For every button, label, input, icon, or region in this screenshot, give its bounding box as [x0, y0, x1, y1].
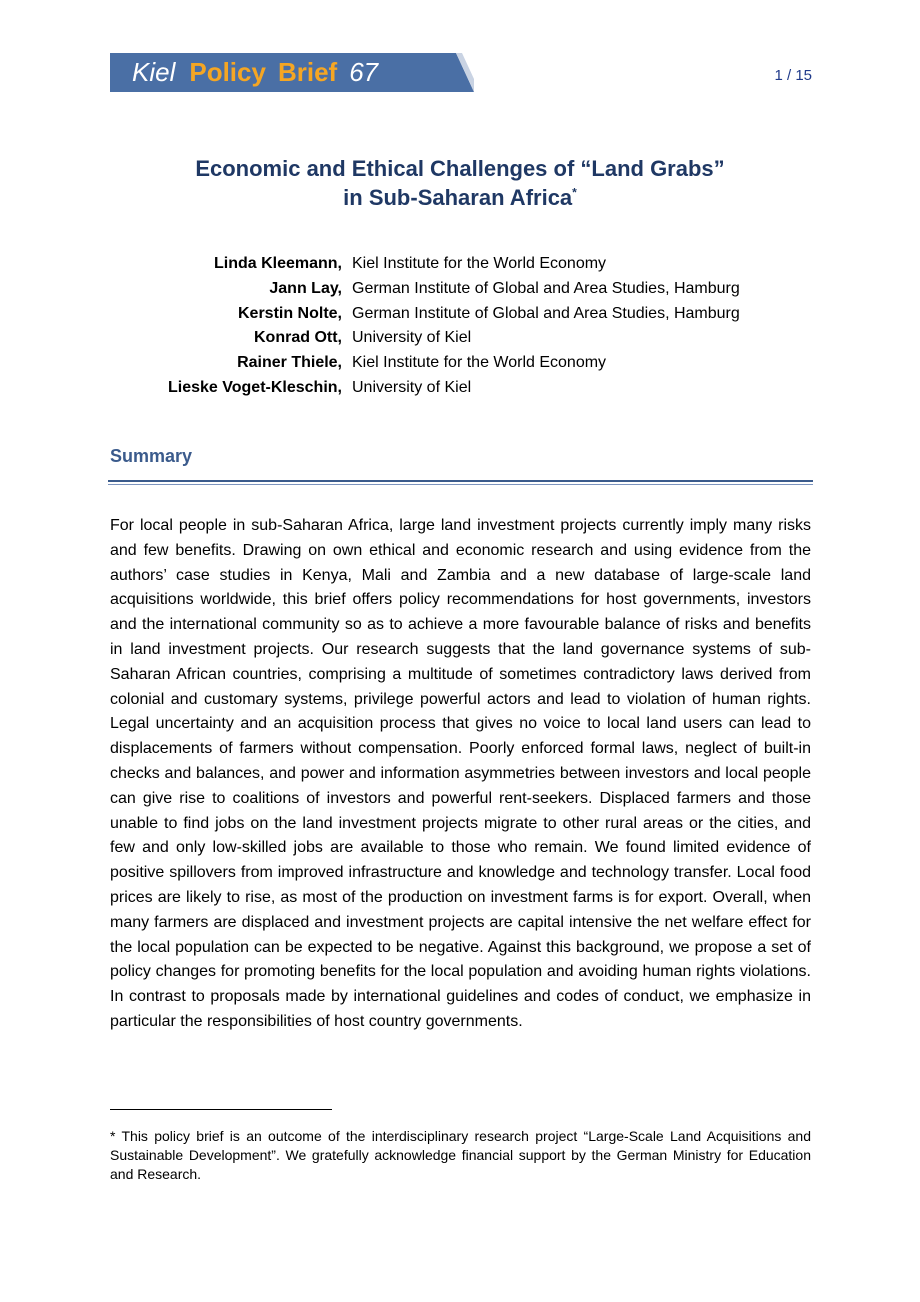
page-indicator: 1 / 15: [774, 67, 812, 84]
author-affiliation: Kiel Institute for the World Economy: [352, 354, 607, 372]
author-affiliation: University of Kiel: [352, 378, 472, 396]
brand-policy: Policy: [189, 57, 266, 87]
author-name: Konrad Ott,: [254, 329, 342, 347]
title-footnote-marker: *: [572, 185, 577, 200]
author-name: Lieske Voget-Kleschin,: [168, 378, 342, 396]
document-title: [0, 154, 920, 212]
author-row: [110, 277, 740, 302]
author-affiliation: German Institute of Global and Area Studies, Hamburg: [352, 279, 740, 297]
section-divider: [108, 480, 813, 482]
title-line-1: Economic and Ethical Challenges of “Land Grabs”: [195, 156, 725, 181]
author-name: Rainer Thiele,: [237, 354, 342, 372]
author-row: [110, 302, 740, 327]
author-row: [110, 326, 740, 351]
author-row: [110, 351, 740, 376]
footnote-separator: [110, 1109, 332, 1110]
title-line-2: [0, 183, 920, 212]
brand-brief: Brief: [277, 57, 338, 87]
author-affiliation: University of Kiel: [352, 329, 472, 347]
author-list: [110, 252, 740, 401]
issue-number: 67: [349, 57, 379, 87]
author-row: [110, 252, 740, 277]
summary-heading: Summary: [110, 446, 193, 466]
header-banner: [110, 53, 474, 92]
author-row: [110, 376, 740, 401]
author-affiliation: German Institute of Global and Area Studies, Hamburg: [352, 304, 740, 322]
footnote: * This policy brief is an outcome of the interdisciplinary research project “Large-Scale Land Acquisitions and Sustainable Development”. We gratefully acknowledge financial support by the German Ministry for Education and Research.: [110, 1128, 811, 1183]
author-affiliation: Kiel Institute for the World Economy: [352, 255, 607, 272]
brand-kiel: Kiel: [132, 57, 176, 87]
author-name: Kerstin Nolte,: [237, 304, 342, 322]
author-name: Jann Lay,: [269, 279, 342, 297]
summary-paragraph: For local people in sub-Saharan Africa, large land investment projects currently imply many risks and few benefits. Drawing on own ethical and economic research and using evidence from the authors’ case studies in Kenya, Mali and Zambia and a new database of large-scale land acquisitions worldwide, this brief offers policy recommendations for host governments, investors and the international community so as to achieve a more favourable balance of risks and benefits in land investment projects. Our research suggests that the land governance systems of sub-Saharan African countries, comprising a multitude of sometimes contradictory laws derived from colonial and customary systems, privilege powerful actors and lead to violation of human rights. Legal uncertainty and an acquisition process that gives no voice to local land users can lead to displacements of farmers without compensation. Poorly enforced formal laws, neglect of built-in checks and balances, and power and information asymmetries between investors and local people can give rise to coalitions of investors and powerful rent-seekers. Displaced farmers and those unable to find jobs on the land investment projects migrate to other rural areas or the cities, and few and only low-skilled jobs are available to those who remain. We found limited evidence of positive spillovers from improved infrastructure and knowledge and technology transfer. Local food prices are likely to rise, as most of the production on investment farms is for export. Overall, when many farmers are displaced and investment projects are capital intensive the net welfare effect for the local population can be expected to be negative. Against this background, we propose a set of policy changes for promoting benefits for the local population and avoiding human rights violations. In contrast to proposals made by international guidelines and codes of conduct, we emphasize in particular the responsibilities of host country governments.: [110, 517, 811, 1030]
section-divider-thin: [108, 484, 813, 485]
author-name: Linda Kleemann,: [213, 255, 342, 272]
banner-title: [132, 58, 378, 86]
title-line-2-text: in Sub-Saharan Africa: [343, 185, 573, 210]
